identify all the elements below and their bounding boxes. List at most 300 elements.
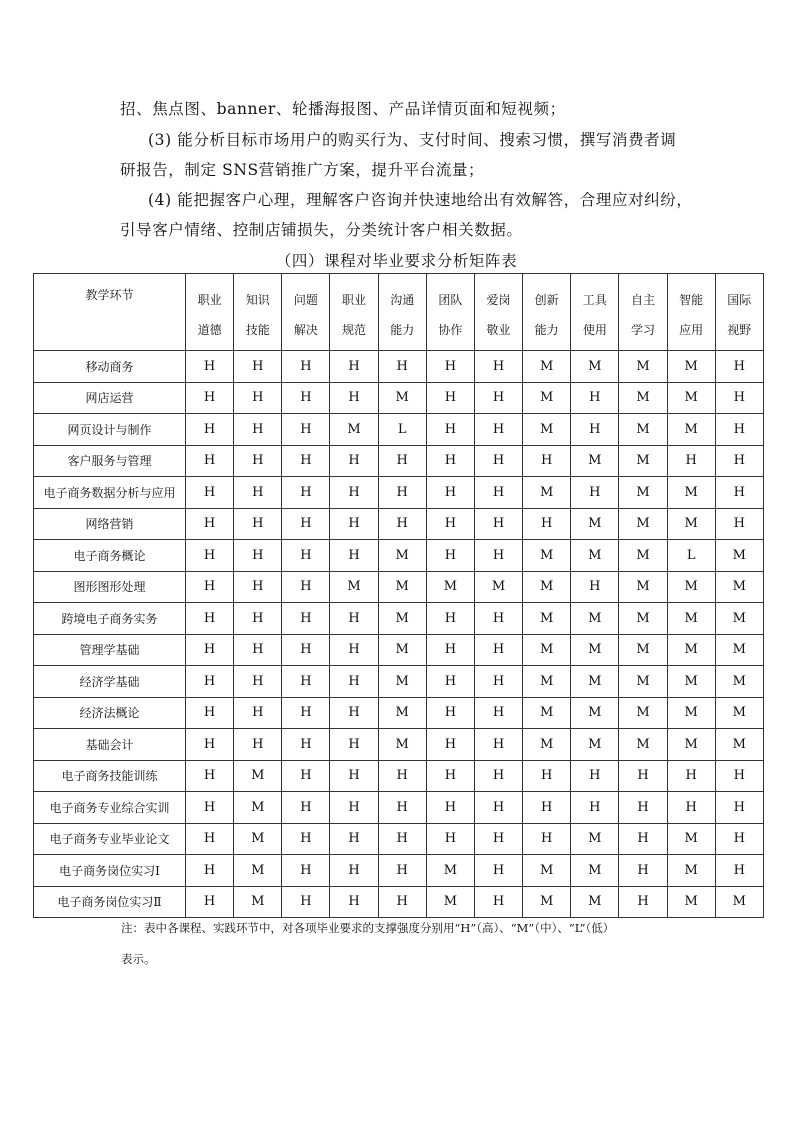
header-cell xyxy=(330,274,378,351)
rating-cell: M xyxy=(715,540,763,572)
rating-cell: H xyxy=(474,477,522,509)
rating-cell: H xyxy=(282,540,330,572)
rating-cell: H xyxy=(426,445,474,477)
header-cell xyxy=(619,274,667,351)
rating-cell: H xyxy=(426,666,474,698)
rating-cell: H xyxy=(619,760,667,792)
rating-cell: H xyxy=(715,508,763,540)
table-row xyxy=(34,634,764,666)
table-row xyxy=(34,414,764,446)
rating-cell: H xyxy=(426,792,474,824)
rating-cell: M xyxy=(715,571,763,603)
header-line-1: 团队 xyxy=(438,293,463,307)
header-line-2: 应用 xyxy=(679,323,704,337)
rating-cell: M xyxy=(523,603,571,635)
rating-cell: H xyxy=(715,445,763,477)
header-cell xyxy=(378,274,426,351)
rating-cell: H xyxy=(234,603,282,635)
rating-cell: H xyxy=(282,445,330,477)
rating-cell: M xyxy=(715,603,763,635)
rating-cell: H xyxy=(186,792,234,824)
rating-cell: M xyxy=(523,477,571,509)
rating-cell: H xyxy=(571,571,619,603)
rating-cell: M xyxy=(619,445,667,477)
rating-cell: H xyxy=(282,823,330,855)
rating-cell: M xyxy=(378,697,426,729)
rating-cell: M xyxy=(523,571,571,603)
rating-cell: M xyxy=(715,886,763,918)
rating-cell: H xyxy=(186,603,234,635)
rating-cell: M xyxy=(378,382,426,414)
rating-cell: H xyxy=(282,886,330,918)
rating-cell: H xyxy=(378,477,426,509)
table-row xyxy=(34,445,764,477)
rating-cell: H xyxy=(186,540,234,572)
rating-cell: H xyxy=(426,351,474,383)
rating-cell: M xyxy=(571,351,619,383)
header-line-2: 能力 xyxy=(390,323,415,337)
header-line-1: 爱岗 xyxy=(486,293,511,307)
rating-cell: H xyxy=(234,351,282,383)
rating-cell: H xyxy=(426,603,474,635)
rating-cell: M xyxy=(667,823,715,855)
rating-cell: M xyxy=(523,634,571,666)
rating-cell: M xyxy=(523,382,571,414)
course-name-cell: 电子商务概论 xyxy=(34,540,186,572)
course-name-cell: 经济学基础 xyxy=(34,666,186,698)
rating-cell: H xyxy=(619,855,667,887)
table-row xyxy=(34,351,764,383)
header-line-2: 道德 xyxy=(197,323,222,337)
rating-cell: M xyxy=(667,634,715,666)
rating-cell: M xyxy=(667,729,715,761)
rating-cell: H xyxy=(619,792,667,824)
rating-cell: H xyxy=(715,855,763,887)
course-name-cell: 电子商务岗位实习Ⅱ xyxy=(34,886,186,918)
header-cell xyxy=(426,274,474,351)
rating-cell: H xyxy=(186,414,234,446)
rating-cell: M xyxy=(667,571,715,603)
header-cell xyxy=(186,274,234,351)
paragraph-line: 研报告，制定 SNS营销推广方案，提升平台流量； xyxy=(120,161,485,179)
rating-cell: H xyxy=(378,792,426,824)
rating-cell: H xyxy=(186,697,234,729)
rating-cell: M xyxy=(619,414,667,446)
rating-cell: H xyxy=(330,886,378,918)
course-name-cell: 客户服务与管理 xyxy=(34,445,186,477)
rating-cell: H xyxy=(282,666,330,698)
rating-cell: M xyxy=(619,508,667,540)
table-row xyxy=(34,697,764,729)
header-line-1: 职业 xyxy=(342,293,367,307)
rating-cell: H xyxy=(474,666,522,698)
rating-cell: H xyxy=(330,823,378,855)
header-line-2: 敬业 xyxy=(486,323,511,337)
course-name-cell: 电子商务岗位实习Ⅰ xyxy=(34,855,186,887)
rating-cell: H xyxy=(474,697,522,729)
header-cell xyxy=(667,274,715,351)
header-line-1: 国际 xyxy=(727,293,752,307)
header-line-1: 沟通 xyxy=(390,293,415,307)
rating-cell: H xyxy=(282,382,330,414)
rating-cell: H xyxy=(186,823,234,855)
rating-cell: M xyxy=(523,414,571,446)
table-row xyxy=(34,571,764,603)
table-row xyxy=(34,603,764,635)
course-name-cell: 网络营销 xyxy=(34,508,186,540)
rating-cell: M xyxy=(523,540,571,572)
rating-cell: H xyxy=(474,729,522,761)
rating-cell: H xyxy=(282,697,330,729)
rating-cell: M xyxy=(234,823,282,855)
rating-cell: H xyxy=(330,351,378,383)
rating-cell: M xyxy=(523,666,571,698)
rating-cell: M xyxy=(474,571,522,603)
rating-cell: M xyxy=(715,634,763,666)
header-cell xyxy=(523,274,571,351)
rating-cell: H xyxy=(234,508,282,540)
rating-cell: M xyxy=(619,666,667,698)
rating-cell: H xyxy=(523,792,571,824)
rating-cell: M xyxy=(619,571,667,603)
rating-cell: H xyxy=(378,508,426,540)
rating-cell: H xyxy=(330,855,378,887)
rating-cell: H xyxy=(619,886,667,918)
header-line-2: 能力 xyxy=(534,323,559,337)
rating-cell: H xyxy=(474,855,522,887)
rating-cell: H xyxy=(474,351,522,383)
rating-cell: H xyxy=(667,445,715,477)
header-cell xyxy=(571,274,619,351)
rating-cell: H xyxy=(715,823,763,855)
rating-cell: H xyxy=(378,445,426,477)
rating-cell: H xyxy=(378,760,426,792)
rating-cell: M xyxy=(667,666,715,698)
rating-cell: H xyxy=(426,729,474,761)
rating-cell: M xyxy=(619,382,667,414)
rating-cell: M xyxy=(378,603,426,635)
header-line-1: 职业 xyxy=(197,293,222,307)
rating-cell: M xyxy=(234,855,282,887)
rating-cell: H xyxy=(474,886,522,918)
rating-cell: H xyxy=(426,634,474,666)
rating-cell: H xyxy=(667,760,715,792)
rating-cell: M xyxy=(667,477,715,509)
course-name-cell: 图形图形处理 xyxy=(34,571,186,603)
rating-cell: M xyxy=(378,540,426,572)
rating-cell: M xyxy=(715,697,763,729)
table-row xyxy=(34,477,764,509)
rating-cell: M xyxy=(523,351,571,383)
rating-cell: H xyxy=(523,508,571,540)
course-name-cell: 网页设计与制作 xyxy=(34,414,186,446)
rating-cell: H xyxy=(523,445,571,477)
rating-cell: M xyxy=(426,855,474,887)
rating-cell: H xyxy=(715,477,763,509)
rating-cell: H xyxy=(474,382,522,414)
rating-cell: M xyxy=(619,634,667,666)
rating-cell: H xyxy=(234,445,282,477)
rating-cell: M xyxy=(667,351,715,383)
table-note: 注：表中各课程、实践环节中，对各项毕业要求的支撑强度分别用“H”（高）、“M”（中）、“L”（低） xyxy=(121,921,615,935)
rating-cell: H xyxy=(426,477,474,509)
rating-cell: M xyxy=(378,666,426,698)
header-line-2: 学习 xyxy=(630,323,655,337)
rating-cell: H xyxy=(667,792,715,824)
rating-cell: H xyxy=(330,477,378,509)
table-row xyxy=(34,760,764,792)
course-name-cell: 跨境电子商务实务 xyxy=(34,603,186,635)
rating-cell: M xyxy=(571,823,619,855)
rating-cell: M xyxy=(330,571,378,603)
rating-cell: H xyxy=(378,823,426,855)
rating-cell: H xyxy=(426,823,474,855)
rating-cell: H xyxy=(715,792,763,824)
rating-cell: M xyxy=(523,729,571,761)
rating-cell: H xyxy=(330,603,378,635)
header-cell xyxy=(282,274,330,351)
table-row xyxy=(34,540,764,572)
rating-cell: M xyxy=(619,603,667,635)
rating-cell: H xyxy=(426,760,474,792)
header-line-2: 协作 xyxy=(438,323,463,337)
rating-cell: H xyxy=(234,414,282,446)
course-name-cell: 基础会计 xyxy=(34,729,186,761)
rating-cell: H xyxy=(523,760,571,792)
rating-cell: H xyxy=(715,760,763,792)
rating-cell: H xyxy=(186,666,234,698)
rating-cell: M xyxy=(378,634,426,666)
rating-cell: H xyxy=(282,414,330,446)
header-line-2: 视野 xyxy=(727,323,752,337)
rating-cell: H xyxy=(426,382,474,414)
rating-cell: M xyxy=(667,382,715,414)
rating-cell: M xyxy=(523,697,571,729)
rating-cell: M xyxy=(715,729,763,761)
rating-cell: H xyxy=(186,477,234,509)
rating-cell: H xyxy=(186,729,234,761)
rating-cell: H xyxy=(330,666,378,698)
header-cell xyxy=(715,274,763,351)
course-name-cell: 电子商务专业毕业论文 xyxy=(34,823,186,855)
rating-cell: H xyxy=(186,445,234,477)
rating-cell: H xyxy=(474,445,522,477)
rating-cell: M xyxy=(523,886,571,918)
table-row xyxy=(34,729,764,761)
rating-cell: M xyxy=(523,855,571,887)
rating-cell: M xyxy=(330,414,378,446)
course-name-cell: 电子商务数据分析与应用 xyxy=(34,477,186,509)
rating-cell: M xyxy=(667,697,715,729)
rating-cell: M xyxy=(378,729,426,761)
header-teaching-segment: 教学环节 xyxy=(34,274,186,351)
header-line-1: 问题 xyxy=(293,293,318,307)
rating-cell: H xyxy=(715,414,763,446)
rating-cell: H xyxy=(330,697,378,729)
header-cell xyxy=(474,274,522,351)
rating-cell: H xyxy=(186,351,234,383)
rating-cell: M xyxy=(715,666,763,698)
header-line-2: 技能 xyxy=(245,323,270,337)
rating-cell: H xyxy=(330,634,378,666)
rating-cell: M xyxy=(571,508,619,540)
rating-cell: H xyxy=(282,351,330,383)
table-note-continued: 表示。 xyxy=(121,952,156,966)
rating-cell: H xyxy=(474,760,522,792)
rating-cell: M xyxy=(667,414,715,446)
rating-cell: H xyxy=(426,697,474,729)
rating-cell: H xyxy=(186,571,234,603)
rating-cell: H xyxy=(282,603,330,635)
header-line-1: 知识 xyxy=(245,293,270,307)
table-row xyxy=(34,823,764,855)
rating-cell: H xyxy=(234,666,282,698)
paragraph-line: 招、焦点图、banner、轮播海报图、产品详情页面和短视频； xyxy=(120,100,566,118)
rating-cell: H xyxy=(523,823,571,855)
rating-cell: H xyxy=(571,382,619,414)
requirements-matrix-table xyxy=(33,273,764,918)
rating-cell: M xyxy=(571,666,619,698)
rating-cell: M xyxy=(234,792,282,824)
table-row xyxy=(34,886,764,918)
rating-cell: M xyxy=(571,540,619,572)
rating-cell: H xyxy=(330,729,378,761)
rating-cell: H xyxy=(474,603,522,635)
paragraph-item-3: (3) 能分析目标市场用户的购买行为、支付时间、搜索习惯，撰写消费者调 xyxy=(148,131,677,149)
rating-cell: H xyxy=(426,540,474,572)
rating-cell: M xyxy=(619,477,667,509)
rating-cell: H xyxy=(474,414,522,446)
rating-cell: H xyxy=(282,760,330,792)
rating-cell: M xyxy=(378,571,426,603)
rating-cell: H xyxy=(234,540,282,572)
rating-cell: H xyxy=(282,729,330,761)
rating-cell: H xyxy=(234,697,282,729)
course-name-cell: 网店运营 xyxy=(34,382,186,414)
rating-cell: M xyxy=(571,697,619,729)
rating-cell: M xyxy=(667,855,715,887)
rating-cell: H xyxy=(330,540,378,572)
rating-cell: H xyxy=(378,351,426,383)
rating-cell: H xyxy=(378,855,426,887)
header-line-2: 解决 xyxy=(293,323,318,337)
course-name-cell: 电子商务专业综合实训 xyxy=(34,792,186,824)
rating-cell: H xyxy=(330,382,378,414)
rating-cell: H xyxy=(571,760,619,792)
rating-cell: H xyxy=(330,508,378,540)
rating-cell: M xyxy=(571,729,619,761)
rating-cell: H xyxy=(474,508,522,540)
rating-cell: H xyxy=(330,445,378,477)
rating-cell: H xyxy=(474,792,522,824)
paragraph-line: 引导客户情绪、控制店铺损失，分类统计客户相关数据。 xyxy=(120,221,523,239)
header-line-2: 规范 xyxy=(342,323,367,337)
rating-cell: H xyxy=(282,571,330,603)
rating-cell: H xyxy=(426,508,474,540)
rating-cell: H xyxy=(234,382,282,414)
rating-cell: H xyxy=(186,855,234,887)
table-row xyxy=(34,666,764,698)
rating-cell: M xyxy=(667,603,715,635)
course-name-cell: 经济法概论 xyxy=(34,697,186,729)
rating-cell: H xyxy=(571,477,619,509)
rating-cell: H xyxy=(282,477,330,509)
rating-cell: H xyxy=(282,508,330,540)
rating-cell: M xyxy=(619,351,667,383)
table-row xyxy=(34,508,764,540)
rating-cell: H xyxy=(186,382,234,414)
rating-cell: H xyxy=(186,634,234,666)
rating-cell: M xyxy=(571,603,619,635)
rating-cell: H xyxy=(330,792,378,824)
rating-cell: H xyxy=(234,729,282,761)
rating-cell: M xyxy=(619,540,667,572)
table-row xyxy=(34,792,764,824)
rating-cell: H xyxy=(715,382,763,414)
rating-cell: L xyxy=(667,540,715,572)
table-caption: （四）课程对毕业要求分析矩阵表 xyxy=(275,252,518,270)
rating-cell: H xyxy=(234,634,282,666)
rating-cell: H xyxy=(426,414,474,446)
rating-cell: H xyxy=(474,634,522,666)
rating-cell: H xyxy=(474,540,522,572)
rating-cell: M xyxy=(426,571,474,603)
rating-cell: H xyxy=(234,571,282,603)
paragraph-item-4: (4) 能把握客户心理，理解客户咨询并快速地给出有效解答，合理应对纠纷， xyxy=(148,191,693,209)
rating-cell: H xyxy=(571,792,619,824)
rating-cell: H xyxy=(186,760,234,792)
table-row xyxy=(34,855,764,887)
table-body xyxy=(34,351,764,918)
rating-cell: H xyxy=(186,886,234,918)
course-name-cell: 移动商务 xyxy=(34,351,186,383)
rating-cell: H xyxy=(474,823,522,855)
rating-cell: M xyxy=(426,886,474,918)
rating-cell: H xyxy=(282,855,330,887)
rating-cell: M xyxy=(571,634,619,666)
rating-cell: M xyxy=(234,886,282,918)
header-line-1: 智能 xyxy=(679,293,704,307)
course-name-cell: 电子商务技能训练 xyxy=(34,760,186,792)
rating-cell: H xyxy=(571,414,619,446)
rating-cell: H xyxy=(234,477,282,509)
rating-cell: M xyxy=(619,697,667,729)
rating-cell: H xyxy=(715,351,763,383)
rating-cell: M xyxy=(667,508,715,540)
header-line-1: 创新 xyxy=(534,293,559,307)
header-line-1: 自主 xyxy=(630,293,655,307)
rating-cell: H xyxy=(282,634,330,666)
table-row xyxy=(34,382,764,414)
rating-cell: H xyxy=(186,508,234,540)
rating-cell: H xyxy=(282,792,330,824)
rating-cell: M xyxy=(571,445,619,477)
rating-cell: M xyxy=(667,886,715,918)
rating-cell: M xyxy=(619,729,667,761)
rating-cell: H xyxy=(619,823,667,855)
rating-cell: M xyxy=(571,886,619,918)
rating-cell: M xyxy=(571,855,619,887)
header-line-1: 工具 xyxy=(582,293,607,307)
rating-cell: H xyxy=(378,886,426,918)
rating-cell: H xyxy=(330,760,378,792)
rating-cell: L xyxy=(378,414,426,446)
header-cell xyxy=(234,274,282,351)
rating-cell: M xyxy=(234,760,282,792)
header-line-2: 使用 xyxy=(582,323,607,337)
table-header-row xyxy=(34,274,764,351)
course-name-cell: 管理学基础 xyxy=(34,634,186,666)
